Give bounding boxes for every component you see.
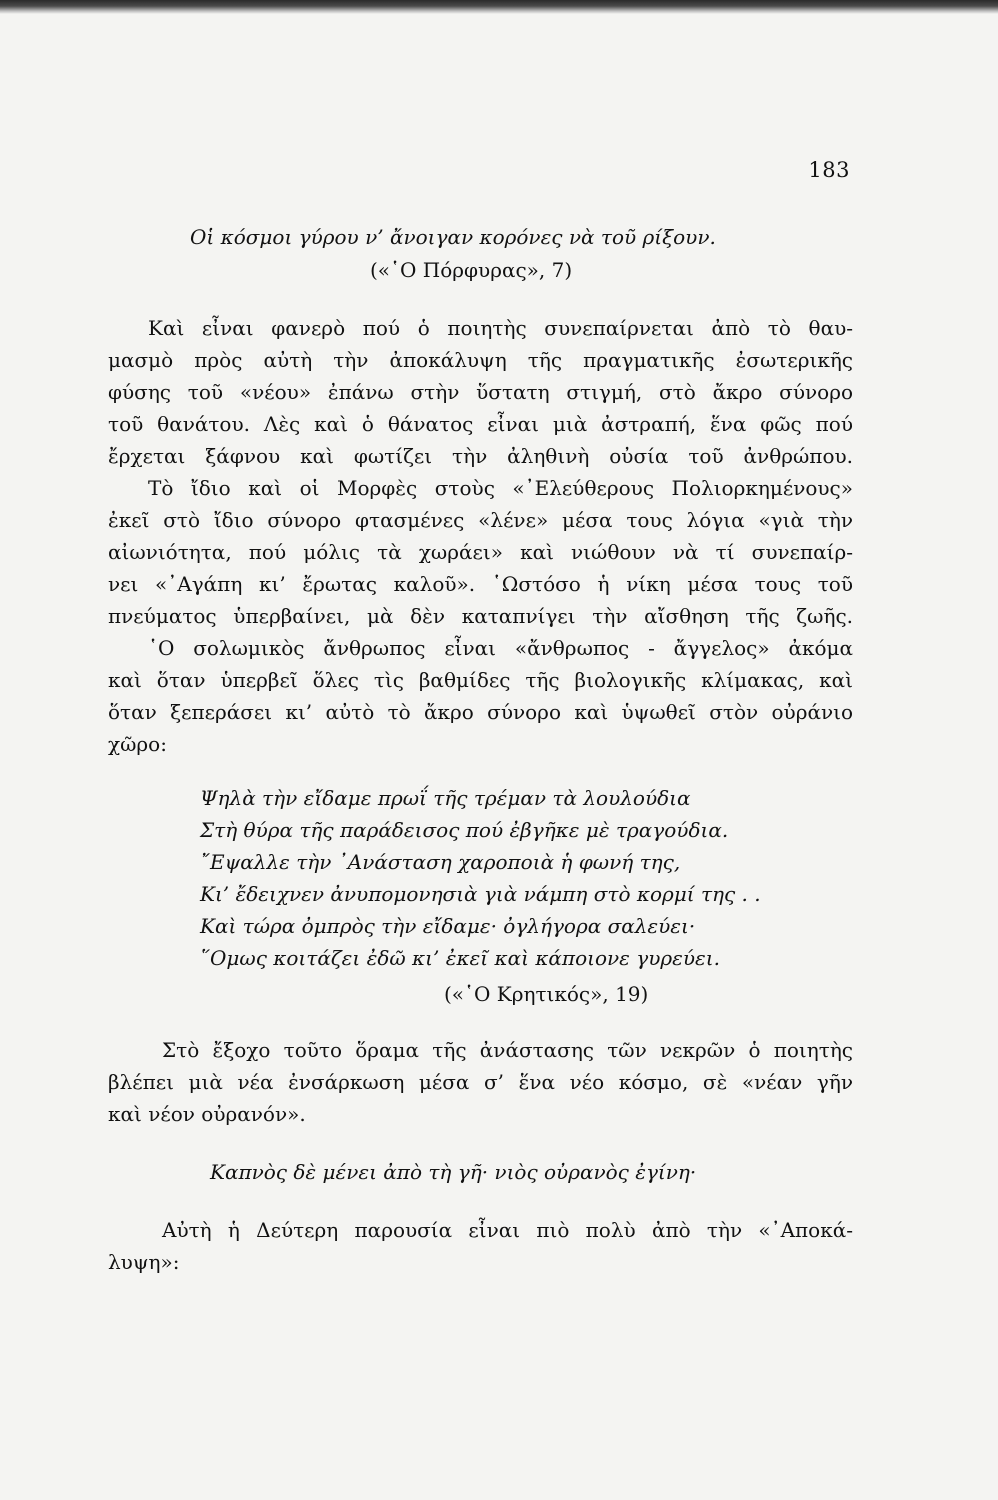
paragraph2-line-5: πνεύματος ὑπερβαίνει, μὰ δὲν καταπνίγει τὴν αἴσθηση τῆς ζωῆς. <box>108 604 853 628</box>
paragraph5-line-1: Αὐτὴ ἡ Δεύτερη παρουσία εἶναι πιὸ πολὺ ἀπὸ τὴν «᾿Αποκά- <box>162 1218 853 1242</box>
paragraph2-line-1: Τὸ ἴδιο καὶ οἱ Μορφὲς στοὺς «᾿Ελεύθερους Πολιορκημένους» <box>148 476 853 500</box>
paragraph1-line-3: φύσης τοῦ «νέου» ἐπάνω στὴν ὕστατη στιγμή, στὸ ἄκρο σύνορο <box>108 380 853 404</box>
poem-line-5: Καὶ τώρα ὀμπρὸς τὴν εἴδαμε· ὀγλήγορα σαλεύει· <box>200 914 696 938</box>
paragraph1-line-4: τοῦ θανάτου. Λὲς καὶ ὁ θάνατος εἶναι μιὰ ἀστραπή, ἕνα φῶς πού <box>108 412 853 436</box>
paragraph3-line-3: ὅταν ξεπεράσει κι’ αὐτὸ τὸ ἄκρο σύνορο καὶ ὑψωθεῖ στὸν οὐράνιο <box>108 700 853 724</box>
poem-line-6: ῞Ομως κοιτάζει ἐδῶ κι’ ἐκεῖ καὶ κάποιονε γυρεύει. <box>200 946 720 970</box>
paragraph5-line-2: λυψη»: <box>108 1250 180 1274</box>
paragraph1-line-5: ἔρχεται ξάφνου καὶ φωτίζει τὴν ἀληθινὴ οὐσία τοῦ ἀνθρώπου. <box>108 444 853 468</box>
paragraph4-line-1: Στὸ ἔξοχο τοῦτο ὅραμα τῆς ἀνάστασης τῶν νεκρῶν ὁ ποιητὴς <box>162 1038 853 1062</box>
paragraph3-line-1: ῾Ο σολωμικὸς ἄνθρωπος εἶναι «ἄνθρωπος - ἄγγελος» ἀκόμα <box>148 636 853 660</box>
poem-citation: («῾Ο Κρητικός», 19) <box>444 982 649 1006</box>
paragraph2-line-3: αἰωνιότητα, πού μόλις τὰ χωράει» καὶ νιώθουν νὰ τί συνεπαίρ- <box>108 540 853 564</box>
scan-top-edge <box>0 0 998 14</box>
opening-citation: («῾Ο Πόρφυρας», 7) <box>370 258 573 282</box>
paragraph1-line-1: Καὶ εἶναι φανερὸ πού ὁ ποιητὴς συνεπαίρνεται ἀπὸ τὸ θαυ- <box>148 316 853 340</box>
paragraph3-line-2: καὶ ὅταν ὑπερβεῖ ὅλες τὶς βαθμίδες τῆς βιολογικῆς κλίμακας, καὶ <box>108 668 853 692</box>
paragraph3-line-4: χῶρο: <box>108 732 167 756</box>
poem-line-1: Ψηλὰ τὴν εἴδαμε πρωΐ τῆς τρέμαν τὰ λουλούδια <box>200 786 691 810</box>
opening-verse: Οἱ κόσμοι γύρου ν’ ἄνοιγαν κορόνες νὰ τοῦ ρίξουν. <box>190 225 716 249</box>
paragraph2-line-2: ἐκεῖ στὸ ἴδιο σύνορο φτασμένες «λένε» μέσα τους λόγια «γιὰ τὴν <box>108 508 853 532</box>
poem-line-2: Στὴ θύρα τῆς παράδεισος πού ἐβγῆκε μὲ τραγούδια. <box>200 818 729 842</box>
paragraph1-line-2: μασμὸ πρὸς αὐτὴ τὴν ἀποκάλυψη τῆς πραγματικῆς ἐσωτερικῆς <box>108 348 853 372</box>
page-number: 183 <box>808 158 850 182</box>
poem-line-4: Κι’ ἔδειχνεν ἀνυπομονησιὰ γιὰ νάμπη στὸ κορμί της . . <box>200 882 761 906</box>
paragraph4-line-3: καὶ νέον οὐρανόν». <box>108 1102 306 1126</box>
paragraph2-line-4: νει «᾿Αγάπη κι’ ἔρωτας καλοῦ». ῾Ωστόσο ἡ νίκη μέσα τους τοῦ <box>108 572 853 596</box>
paragraph4-line-2: βλέπει μιὰ νέα ἐνσάρκωση μέσα σ’ ἕνα νέο κόσμο, σὲ «νέαν γῆν <box>108 1070 853 1094</box>
poem-line-3: ῎Εψαλλε τὴν ᾿Ανάσταση χαροποιὰ ἡ φωνή της, <box>200 850 681 874</box>
verse-2: Καπνὸς δὲ μένει ἀπὸ τὴ γῆ· νιὸς οὐρανὸς ἐγίνη· <box>210 1160 697 1184</box>
